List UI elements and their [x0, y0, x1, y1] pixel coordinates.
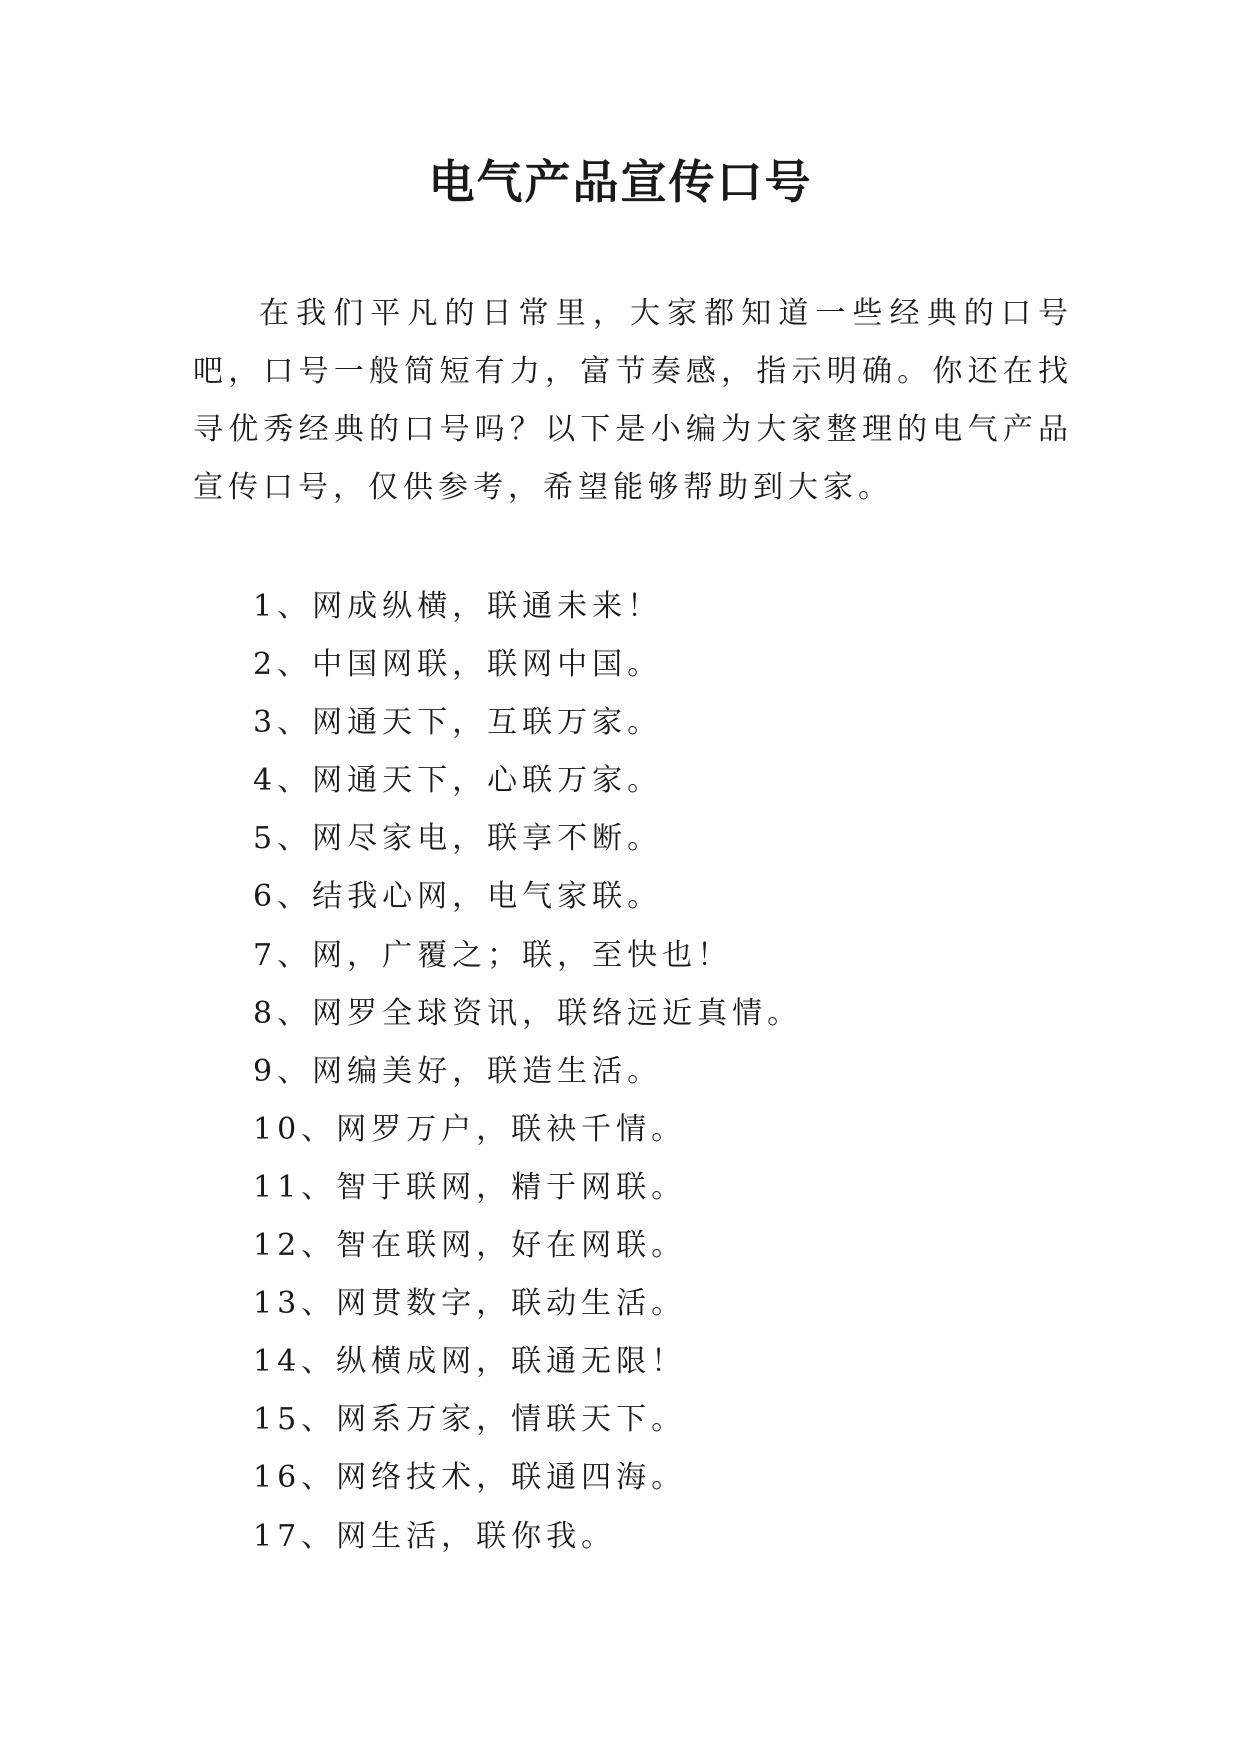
slogan-item: 2、中国网联，联网中国。 [253, 647, 663, 683]
slogan-item: 14、纵横成网，联通无限！ [253, 1344, 687, 1380]
slogan-item: 4、网通天下，心联万家。 [253, 763, 663, 799]
slogan-item: 10、网罗万户，联袂千情。 [253, 1111, 687, 1147]
slogan-list [253, 578, 802, 1566]
document-title: 电气产品宣传口号 [428, 155, 813, 209]
slogan-item: 17、网生活，联你我。 [253, 1518, 617, 1554]
slogan-item: 13、网贯数字，联动生活。 [253, 1286, 687, 1322]
slogan-item: 6、结我心网，电气家联。 [253, 879, 663, 915]
slogan-item: 9、网编美好，联造生活。 [253, 1053, 663, 1089]
slogan-item: 12、智在联网，好在网联。 [253, 1228, 687, 1264]
slogan-item: 11、智于联网，精于网联。 [253, 1169, 687, 1205]
slogan-item: 5、网尽家电，联享不断。 [253, 821, 663, 857]
slogan-item: 15、网系万家，情联天下。 [253, 1402, 687, 1438]
slogan-item: 16、网络技术，联通四海。 [253, 1460, 687, 1496]
slogan-item: 8、网罗全球资讯，联络远近真情。 [253, 995, 803, 1031]
slogan-item: 3、网通天下，互联万家。 [253, 705, 663, 741]
slogan-item: 7、网，广覆之；联，至快也！ [253, 937, 733, 973]
slogan-item: 1、网成纵横，联通未来！ [253, 589, 663, 624]
intro-paragraph: 在我们平凡的日常里，大家都知道一些经典的口号吧，口号一般简短有力，富节奏感，指示明确。你还在找寻优秀经典的口号吗？以下是小编为大家整理的电气产品宣传口号，仅供参考，希望能够帮助到大家。 [193, 296, 1073, 505]
